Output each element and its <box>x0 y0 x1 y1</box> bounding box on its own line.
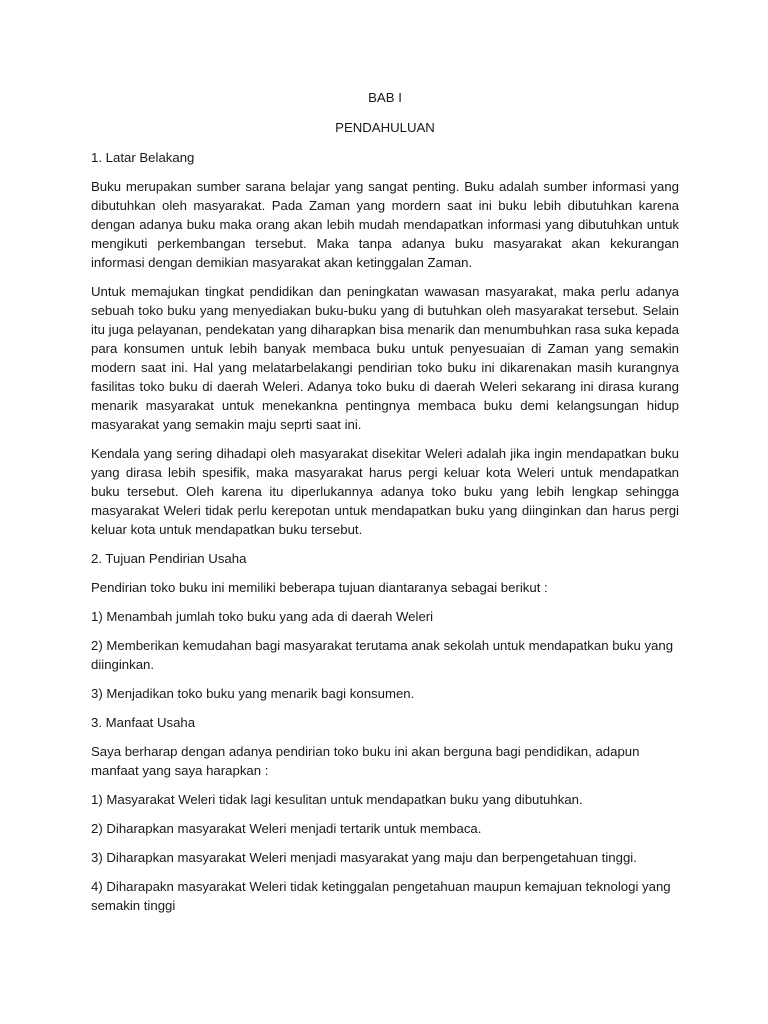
list-item: 4) Diharapakn masyarakat Weleri tidak ketinggalan pengetahuan maupun kemajuan teknologi yang semakin tinggi <box>91 879 671 913</box>
section-heading-tujuan: 2. Tujuan Pendirian Usaha <box>91 551 247 566</box>
paragraph: Untuk memajukan tingkat pendidikan dan peningkatan wawasan masyarakat, maka perlu adanya sebuah toko buku yang menyediakan buku-buku yang di butuhkan oleh masyarakat tersebut. Selain itu juga pelayanan, pendekatan yang diharapkan bisa menarik dan menumbuhkan rasa suka kepada para konsumen untuk lebih banyak membaca buku untuk penyesuaian di Zaman yang semakin modern saat ini. Hal yang melatarbelakangi pendirian toko buku ini dikarenakan masih kurangnya fasilitas toko buku di daerah Weleri. Adanya toko buku di daerah Weleri sekarang ini dirasa kurang menarik masyarakat untuk menekankna pentingnya membaca buku demi kelangsungan hidup masyarakat yang semakin maju seprti saat ini. <box>91 284 679 432</box>
list-item: 3) Menjadikan toko buku yang menarik bagi konsumen. <box>91 686 415 701</box>
list-item: 1) Masyarakat Weleri tidak lagi kesulitan untuk mendapatkan buku yang dibutuhkan. <box>91 792 583 807</box>
list-item: 3) Diharapkan masyarakat Weleri menjadi masyarakat yang maju dan berpengetahuan tinggi. <box>91 850 637 865</box>
list-item: 2) Memberikan kemudahan bagi masyarakat terutama anak sekolah untuk mendapatkan buku yang diinginkan. <box>91 638 674 672</box>
list-item: 1) Menambah jumlah toko buku yang ada di daerah Weleri <box>91 609 434 624</box>
paragraph: Buku merupakan sumber sarana belajar yang sangat penting. Buku adalah sumber informasi yang dibutuhkan oleh masyarakat. Pada Zaman yang mordern saat ini buku lebih dibutuhkan karena dengan adanya buku maka orang akan lebih mudah mendapatkan informasi yang dibutuhkan untuk mengikuti perkembangan tersebut. Maka tanpa adanya buku masyarakat akan kekurangan informasi dengan demikian masyarakat akan ketinggalan Zaman. <box>91 179 679 270</box>
chapter-subtitle: PENDAHULUAN <box>335 120 435 135</box>
list-item: 2) Diharapkan masyarakat Weleri menjadi tertarik untuk membaca. <box>91 821 482 836</box>
paragraph: Kendala yang sering dihadapi oleh masyarakat disekitar Weleri adalah jika ingin mendapatkan buku yang dirasa lebih spesifik, maka masyarakat harus pergi keluar kota Weleri untuk mendapatkan buku tersebut. Oleh karena itu diperlukannya adanya toko buku yang lebih lengkap sehingga masyarakat Weleri tidak perlu kerepotan untuk mendapatkan buku yang diinginkan dan harus pergi keluar kota untuk mendapatkan buku tersebut. <box>91 446 679 537</box>
section-heading-latar-belakang: 1. Latar Belakang <box>91 150 195 165</box>
section-intro: Pendirian toko buku ini memiliki beberapa tujuan diantaranya sebagai berikut : <box>91 580 548 595</box>
chapter-title: BAB I <box>368 90 402 105</box>
section-intro: Saya berharap dengan adanya pendirian toko buku ini akan berguna bagi pendidikan, adapun manfaat yang saya harapkan : <box>91 744 640 778</box>
section-heading-manfaat: 3. Manfaat Usaha <box>91 715 196 730</box>
document-page <box>91 88 679 925</box>
